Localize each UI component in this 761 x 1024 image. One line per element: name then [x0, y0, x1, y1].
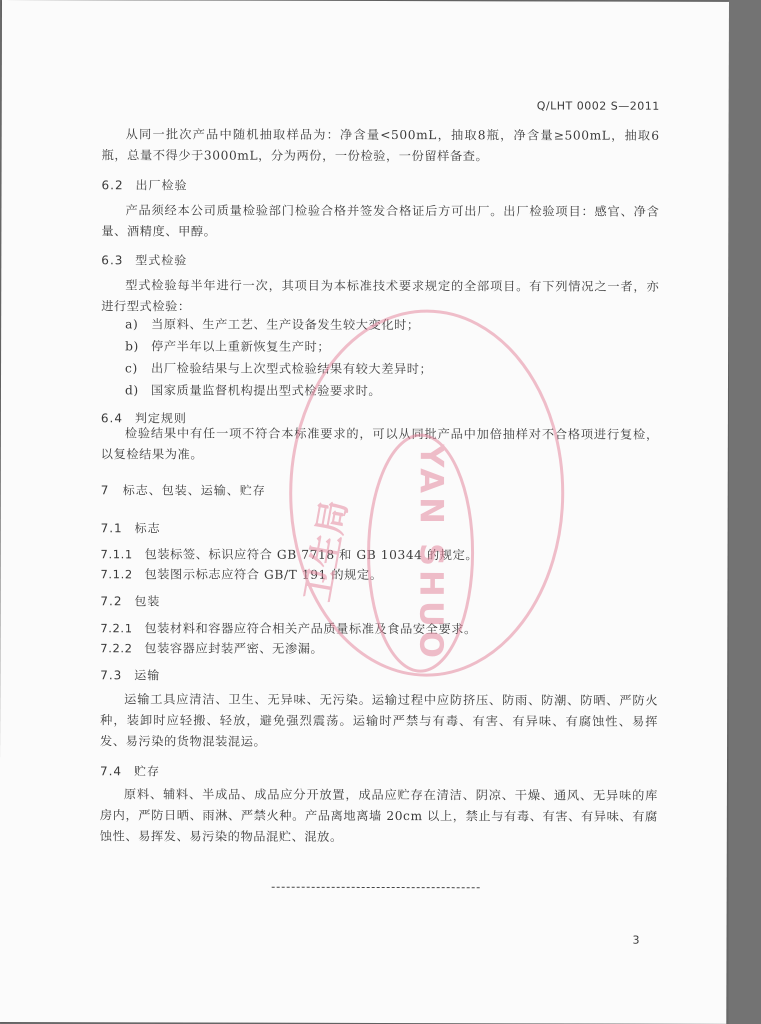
clause-7-1-1: [101, 545, 479, 563]
scan-background-edge: [729, 0, 761, 1024]
list-text: 出厂检验结果与上次型式检验结果有较大差异时；: [151, 361, 433, 377]
section-6-3-heading: [101, 251, 187, 268]
section-title: 运输: [134, 668, 161, 683]
seal-inner-text: YAN SHUO: [412, 444, 451, 663]
end-divider: [272, 887, 480, 889]
list-item: [125, 315, 420, 333]
clause-text: 包装容器应封装严密、无渗漏。: [144, 641, 324, 656]
section-number: 7.1: [100, 521, 123, 536]
section-7-heading: [101, 481, 266, 498]
section-number: 6.4: [100, 411, 124, 426]
section-7-4-paragraph: 原料、辅料、半成品、成品应分开放置，成品应贮存在清洁、阴凉、干燥、通风、无异味的库房内，严防日晒、雨淋、严禁火种。产品离地离墙 20cm 以上，禁止与有毒、有害、有异味、有腐蚀性、易挥发、易污染的物品混贮、混放。: [99, 787, 658, 844]
seal-outer-text: 卫生局: [298, 497, 356, 605]
section-6-2-paragraph: 产品须经本公司质量检验部门检验合格并签发合格证后方可出厂。出厂检验项目：感官、净含量、酒精度、甲醇。: [101, 203, 660, 239]
list-item: [125, 381, 381, 399]
clause-number: 7.2.2: [100, 641, 133, 656]
standard-number: Q/LHT 0002 S—2011: [536, 99, 660, 113]
section-title: 型式检验: [135, 253, 188, 268]
list-text: 国家质量监督机构提出型式检验要求时。: [150, 383, 382, 398]
list-marker: a): [125, 317, 139, 332]
section-title: 包装: [134, 594, 161, 609]
section-title: 贮存: [133, 764, 161, 779]
list-text: 当原料、生产工艺、生产设备发生较大变化时；: [151, 317, 420, 333]
section-number: 7: [100, 483, 110, 498]
clause-text: 包装图示标志应符合 GB/T 191 的规定。: [144, 567, 383, 582]
section-7-3-heading: [100, 666, 160, 683]
list-marker: b): [125, 339, 139, 354]
list-item: [125, 359, 432, 377]
section-7-2-heading: [100, 592, 160, 609]
list-item: [125, 337, 330, 355]
section-number: 7.4: [99, 764, 123, 779]
section-number: 7.2: [100, 594, 123, 609]
sampling-paragraph: 从同一批次产品中随机抽取样品为：净含量<500mL，抽取8瓶，净含量≥500mL，抽取6瓶，总量不得少于3000mL，分为两份，一份检验，一份留样备查。: [101, 127, 660, 164]
clause-number: 7.1.2: [100, 567, 133, 582]
list-marker: c): [125, 361, 138, 376]
clause-7-1-2: [100, 565, 382, 583]
list-text: 停产半年以上重新恢复生产时；: [151, 339, 331, 354]
section-title: 出厂检验: [135, 178, 188, 193]
section-6-4-paragraph: 检验结果中有任一项不符合本标准要求的，可以从同批产品中加倍抽样对不合格项进行复检，以复检结果为准。: [100, 426, 659, 462]
list-marker: d): [124, 383, 139, 398]
section-number: 6.3: [101, 253, 124, 268]
section-6-2-heading: [101, 176, 187, 193]
clause-text: 包装材料和容器应符合相关产品质量标准及食品安全要求。: [144, 621, 477, 637]
clause-text: 包装标签、标识应符合 GB 7718 和 GB 10344 的规定。: [144, 547, 479, 563]
section-title: 标志、包装、运输、贮存: [122, 483, 266, 498]
section-7-3-paragraph: 运输工具应清洁、卫生、无异味、无污染。运输过程中应防挤压、防雨、防潮、防晒、严防火种，装卸时应轻搬、轻放，避免强烈震荡。运输时严禁与有毒、有害、有异味、有腐蚀性、易挥发、易污染的货物混装混运。: [100, 692, 659, 749]
clause-7-2-2: [100, 639, 323, 657]
section-6-3-paragraph: 型式检验每半年进行一次，其项目为本标准技术要求规定的全部项目。有下列情况之一者，亦进行型式检验：: [101, 278, 660, 314]
section-title: 标志: [134, 521, 161, 536]
page-number: 3: [632, 933, 640, 947]
section-number: 7.3: [100, 668, 123, 683]
section-number: 6.2: [101, 178, 124, 193]
section-7-1-heading: [101, 519, 161, 536]
clause-number: 7.1.1: [100, 547, 133, 562]
section-7-4-heading: [100, 762, 160, 779]
clause-number: 7.2.1: [100, 621, 133, 636]
clause-7-2-1: [100, 619, 477, 637]
section-title: 判定规则: [134, 411, 187, 426]
